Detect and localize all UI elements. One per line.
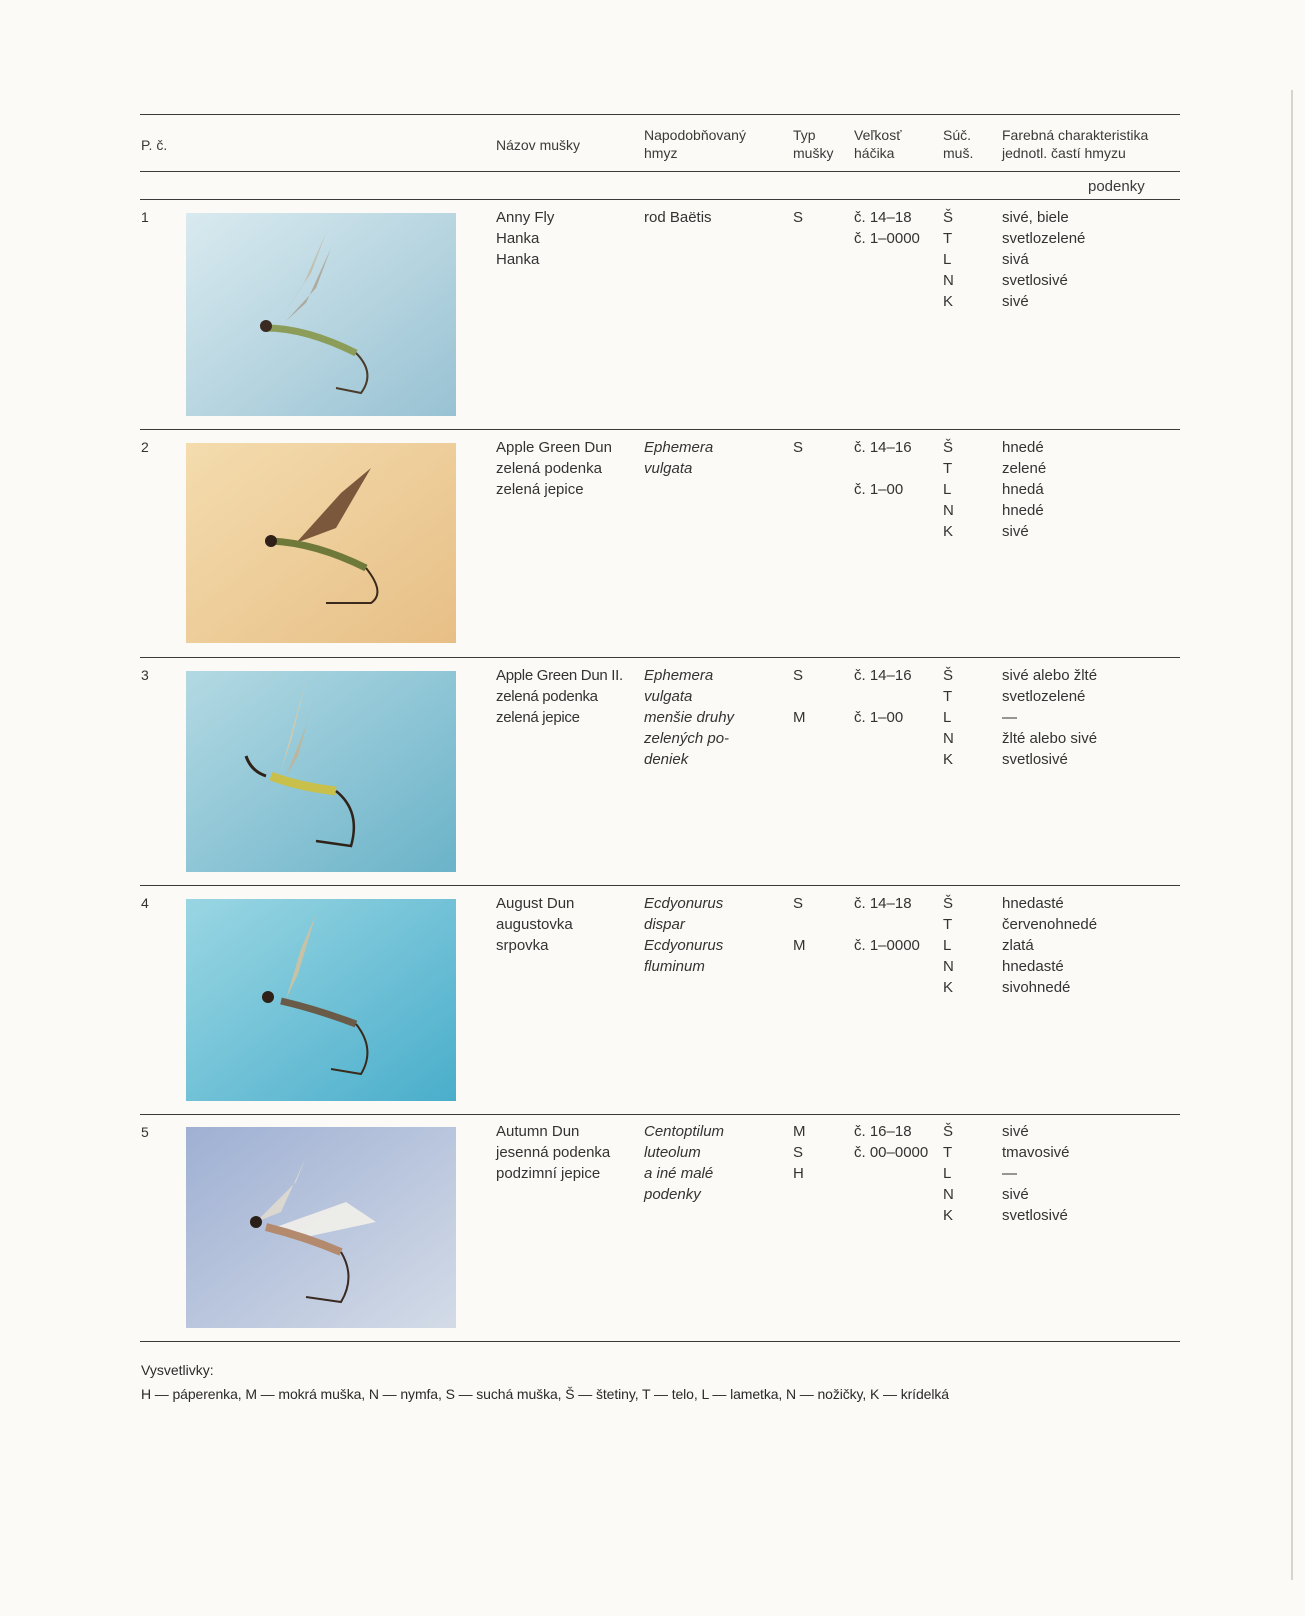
row-rule [140,429,1180,430]
fly-parts: Š T L N K [943,209,954,310]
color-description: hnedé zelené hnedá hnedé sivé [1002,439,1047,540]
header-number: P. č. [141,137,168,153]
hook-size: č. 14–18 č. 1–0000 [854,895,920,954]
header-fly-name: Názov mušky [496,137,581,153]
fly-type: S [793,439,804,456]
fly-name: August Dun augustovka srpovka [496,895,575,954]
fly-photo [186,213,456,416]
header-insect-2: hmyz [644,145,678,161]
header-part-2: muš. [943,145,974,161]
fly-photo [186,671,456,872]
row-number: 3 [141,667,149,683]
imitated-insect: Centoptilum luteolum a iné malé podenky [644,1123,725,1203]
hook-size: č. 16–18 č. 00–0000 [854,1123,929,1161]
header-type-2: mušky [793,145,834,161]
header-size-2: háčika [854,145,895,161]
fly-type: S M [793,667,806,726]
color-description: sivé alebo žlté svetlozelené — žlté alebo sivé svetlosivé [1002,667,1098,768]
header-size-1: Veľkosť [854,127,902,143]
legend-text: H — páperenka, M — mokrá muška, N — nymfa, S — suchá muška, Š — štetiny, T — telo, L — lametka, N — nožičky, K — krídelká [141,1386,949,1402]
imitated-insect: Ecdyonurus dispar Ecdyonurus fluminum [644,895,724,975]
fly-photo [186,899,456,1101]
fly-photo [186,1127,456,1328]
fly-photo [186,443,456,643]
row-number: 1 [141,209,149,225]
row-rule [140,657,1180,658]
imitated-insect: rod Baëtis [644,209,712,226]
row-number: 4 [141,895,149,911]
fly-name: Anny Fly Hanka Hanka [496,209,555,268]
legend-title: Vysvetlivky: [141,1362,214,1378]
hook-size: č. 14–18 č. 1–0000 [854,209,920,247]
row-rule [140,885,1180,886]
section-label: podenky [1088,178,1145,195]
hook-size: č. 14–16 č. 1–00 [854,667,912,726]
fly-name: Apple Green Dun zelená podenka zelená jepice [496,439,612,498]
fly-parts: Š T L N K [943,439,954,540]
fly-type: S [793,209,804,226]
row-number: 5 [141,1124,149,1140]
color-description: sivé tmavosivé — sivé svetlosivé [1002,1123,1070,1224]
row-number: 2 [141,439,149,455]
fly-parts: Š T L N K [943,667,954,768]
header-insect-1: Napodobňovaný [644,127,746,143]
header-bottom-rule [140,171,1180,172]
fly-name: Autumn Dun jesenná podenka podzimní jepice [496,1123,611,1182]
page-edge-shadow [1291,90,1293,1580]
header-type-1: Typ [793,127,816,143]
imitated-insect: Ephemera vulgata [644,439,714,477]
hook-size: č. 14–16 č. 1–00 [854,439,912,498]
header-part-1: Súč. [943,127,972,143]
color-description: hnedasté červenohnedé zlatá hnedasté sivohnedé [1002,895,1098,996]
header-color-1: Farebná charakteristika [1002,127,1149,143]
table-bottom-rule [140,1341,1180,1342]
header-color-2: jednotl. častí hmyzu [1002,145,1126,161]
fly-type: S M [793,895,806,954]
section-rule [140,199,1180,200]
row-rule [140,1114,1180,1115]
fly-parts: Š T L N K [943,1123,954,1224]
imitated-insect: Ephemera vulgata menšie druhy zelených po- deniek [644,667,735,768]
fly-parts: Š T L N K [943,895,954,996]
fly-type: M S H [793,1123,806,1182]
table-top-rule [140,114,1180,115]
fly-name: Apple Green Dun II. zelená podenka zelená jepice [496,667,623,726]
color-description: sivé, biele svetlozelené sivá svetlosivé sivé [1002,209,1086,310]
